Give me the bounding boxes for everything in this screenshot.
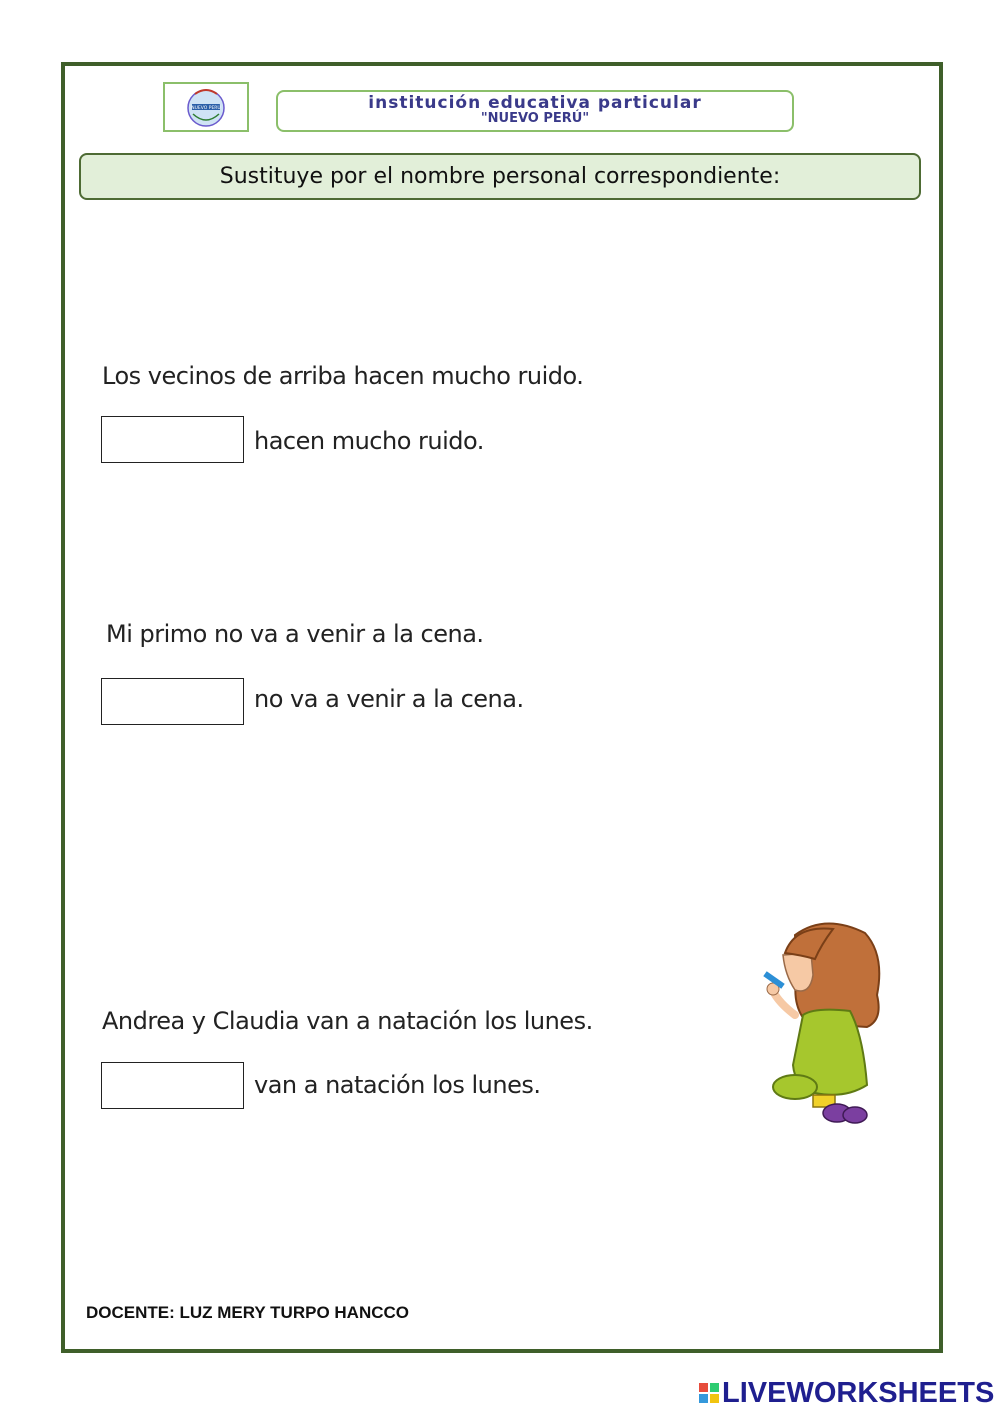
exercise-3-completion: van a natación los lunes. <box>254 1071 541 1099</box>
svg-text:NUEVO PERÚ: NUEVO PERÚ <box>191 106 221 111</box>
girl-drawing-illustration <box>755 915 890 1135</box>
exercise-2-sentence: Mi primo no va a venir a la cena. <box>106 620 484 648</box>
exercise-2-completion: no va a venir a la cena. <box>254 685 524 713</box>
exercise-3-sentence: Andrea y Claudia van a natación los lunes. <box>102 1007 593 1035</box>
school-logo <box>163 82 249 132</box>
school-name: "NUEVO PERÚ" <box>480 111 590 126</box>
exercise-3-answer-box[interactable] <box>101 1062 244 1109</box>
instruction-banner: Sustituye por el nombre personal correspondiente: <box>79 153 921 200</box>
exercise-2-answer-box[interactable] <box>101 678 244 725</box>
exercise-1-answer-box[interactable] <box>101 416 244 463</box>
teacher-name: DOCENTE: LUZ MERY TURPO HANCCO <box>86 1303 409 1322</box>
brand-text: LIVEWORKSHEETS <box>722 1377 995 1409</box>
school-name-banner <box>276 90 794 132</box>
liveworksheets-logo-icon <box>698 1382 720 1404</box>
exercise-1-sentence: Los vecinos de arriba hacen mucho ruido. <box>102 362 584 390</box>
school-type: institución educativa particular <box>368 93 702 113</box>
liveworksheets-brand <box>698 1378 994 1408</box>
exercise-1-completion: hacen mucho ruido. <box>254 427 484 455</box>
